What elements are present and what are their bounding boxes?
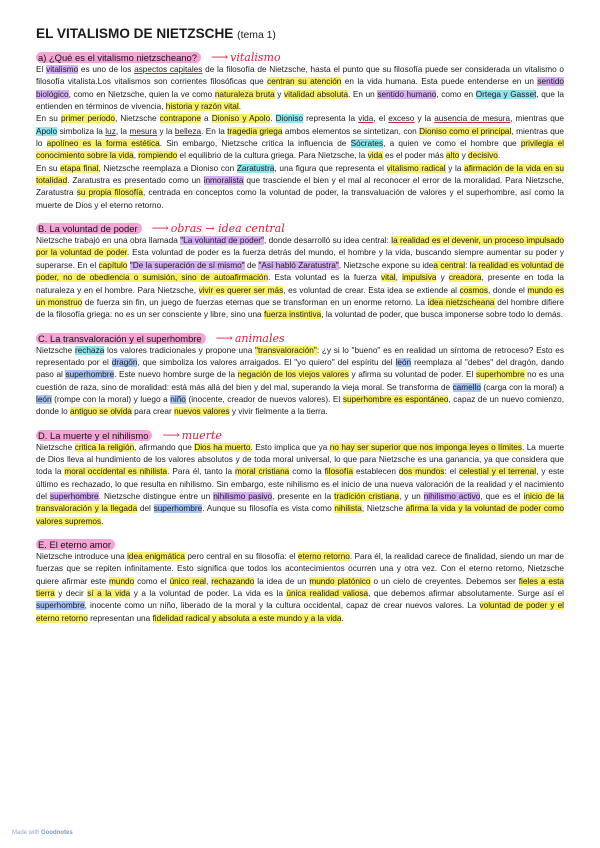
- section-transvaluation: [36, 332, 564, 419]
- handwritten-note: ⟶ animales: [215, 330, 285, 345]
- text-run: y: [274, 89, 285, 99]
- highlighted-text: mundo es un monstruo: [36, 285, 564, 307]
- section-death-nihilism: [36, 429, 564, 528]
- text-run: , y un: [399, 491, 424, 501]
- text-run: . En un: [348, 89, 378, 99]
- highlighted-text: negación de los viejos valores: [237, 370, 349, 380]
- section-body: [36, 551, 564, 625]
- text-run: es uno de los: [78, 65, 135, 74]
- text-run: como el: [134, 576, 170, 586]
- text-run: , la: [115, 126, 130, 136]
- text-run: (carga con la moral) a: [480, 382, 564, 392]
- text-run: a: [200, 114, 212, 124]
- text-run: , el: [373, 114, 389, 124]
- highlighted-text: apolíneo es la forma estética: [46, 139, 160, 149]
- section-what-is-vitalism: [36, 51, 564, 212]
- highlighted-text: sí a la vida: [87, 589, 131, 599]
- text-run: de la filosofía de Nietzsche, hasta el punto que su filosofía puede ser considerada un vitalismo o filosofía vitalista.Los vitalismos son corrientes filosóficas que: [36, 65, 564, 87]
- text-run: , donde el: [488, 285, 528, 295]
- text-run: , y este último es rechazado, lo que resulta en nihilismo. Sin embargo, este nihilismo es el inicio de una nueva valoración de la realidad y el nacimiento del: [36, 467, 564, 501]
- text-run: y afirma su voluntad de poder. El: [348, 370, 476, 380]
- text-run: la idea de un: [254, 576, 310, 586]
- highlighted-text: Dios ha muerto: [194, 442, 251, 452]
- highlighted-text: superhombre es espontáneo: [342, 394, 449, 404]
- handwritten-note: ⟶ vitalismo: [210, 50, 281, 64]
- section-body: [36, 235, 564, 321]
- text-run: y la: [414, 114, 435, 124]
- highlighted-text: moral cristiana: [234, 467, 290, 477]
- app-watermark: Made with Goodnotes: [12, 830, 73, 836]
- text-run: , afirmando que: [134, 442, 195, 452]
- text-run: Nietzsche trabajó en una obra llamada: [36, 236, 181, 246]
- text-run: (inocente, creador de nuevos valores). El: [185, 394, 343, 404]
- text-run: .: [341, 613, 344, 623]
- text-run: del: [137, 504, 154, 514]
- highlighted-text: centran su atención: [267, 77, 342, 87]
- section-heading: [36, 332, 564, 345]
- highlighted-text: moral occidental es nihilista: [64, 467, 168, 477]
- text-run: en la vida humana. Esta puede entenderse en un: [341, 77, 538, 87]
- highlighted-text: historia y razón vital: [165, 102, 239, 112]
- text-run: , que simboliza los valores arraigados. El "yo quiero" del espíritu del: [137, 357, 396, 367]
- highlighted-text: superhombre: [36, 601, 85, 611]
- goodnotes-logo: Goodnotes: [41, 830, 73, 836]
- text-run: que trasciende el bien y el mal al reconocer el error de la moralidad. Para Nietzsche, Zaratustra: [36, 176, 564, 198]
- text-run: ,: [206, 576, 212, 586]
- text-run: : ¿y si lo "bueno" es en realidad un síntoma de retroceso? Esto es representado por el: [36, 345, 565, 367]
- text-run: , como en: [436, 89, 476, 99]
- section-heading-label: D. La muerte y el nihilismo: [36, 430, 152, 441]
- highlighted-text: etapa final: [60, 163, 99, 173]
- section-body: [36, 64, 564, 212]
- highlighted-text: nihilista: [334, 504, 362, 514]
- text-run: Nietzsche introduce una: [36, 552, 128, 561]
- highlighted-text: impulsiva: [402, 273, 437, 283]
- arrow-icon: ⟶: [151, 221, 169, 236]
- paragraph: [36, 235, 564, 321]
- highlighted-text: "transvaloración": [255, 345, 317, 355]
- text-run: ,: [395, 273, 403, 283]
- highlighted-text: a central: [433, 260, 466, 270]
- highlighted-text: niño: [170, 394, 186, 404]
- paragraph: [36, 64, 564, 113]
- underlined-text: exceso: [388, 114, 415, 124]
- section-heading: [36, 538, 564, 551]
- text-run: . Esta voluntad de poder es la fuerza detrás del mundo, el hombre y la vida, buscando siempre aumentar su poder y superarse. En el: [36, 248, 565, 270]
- highlighted-text: tradición cristiana: [334, 491, 400, 501]
- highlighted-text: tragedia griega: [227, 126, 283, 136]
- underlined-text: mesura: [129, 126, 157, 136]
- text-run: pero central en su filosofía: el: [184, 552, 298, 561]
- highlighted-text: Zaratustra: [236, 163, 275, 173]
- section-heading: [36, 51, 564, 64]
- text-run: y la: [156, 126, 175, 136]
- highlighted-text: nihilismo activo: [423, 491, 481, 501]
- highlighted-text: primer periodo: [60, 114, 115, 124]
- paragraph: [36, 551, 564, 625]
- text-run: y: [436, 273, 449, 283]
- text-run: simboliza la: [57, 126, 106, 136]
- arrow-icon: ⟶: [210, 50, 229, 64]
- underlined-text: luz: [105, 126, 116, 136]
- text-run: , capaz de un nuevo comienzo, donde lo: [36, 394, 565, 417]
- text-run: . Zaratustra es presentado como un: [67, 176, 204, 186]
- highlighted-text: decisivo: [468, 151, 498, 161]
- highlighted-text: única realidad valiosa: [286, 589, 369, 599]
- highlighted-text: fieles a esta tierra: [36, 576, 564, 599]
- highlighted-text: fuerza instintiva: [263, 310, 322, 320]
- highlighted-text: Dioniso: [275, 114, 304, 124]
- text-run: . La muerte de Dios lleva al hundimiento de los valores absolutos y de toda moral universal, lo que para Nietzsche es una ganancia, ya que considera que toda la: [36, 442, 565, 477]
- text-run: , inocente como un niño, liberado de la moral y la cultura occidental, capaz de crear nuevos valores. La: [84, 601, 480, 611]
- text-run: y a la voluntad de poder. La vida es la: [130, 589, 287, 599]
- text-run: , que es el: [480, 491, 524, 501]
- highlighted-text: voluntad de poder y el eterno retorno: [36, 601, 564, 623]
- highlighted-text: inmoralista: [203, 176, 244, 186]
- highlighted-text: vitalidad absoluta: [284, 89, 349, 99]
- highlighted-text: dragón: [111, 357, 138, 367]
- highlighted-text: sentido biológico: [36, 77, 564, 99]
- highlighted-text: camello: [452, 382, 481, 392]
- highlighted-text: afirma la vida y la voluntad de poder como valores supremos: [36, 504, 564, 526]
- text-run: , mientras que lo: [36, 126, 564, 149]
- text-run: . En la: [201, 126, 228, 136]
- text-run: de fuerza sin fin, un juego de fuerzas eternas que se transforman en un enorme retorno. La: [82, 297, 428, 307]
- text-run: , una figura que representa el: [274, 163, 387, 173]
- text-run: para crear: [131, 407, 175, 417]
- section-will-to-power: [36, 222, 564, 321]
- highlighted-text: rechaza: [74, 345, 105, 355]
- highlighted-text: Apolo: [36, 126, 58, 136]
- text-run: establecen: [353, 467, 399, 477]
- text-run: . Esta voluntad es la fuerza: [268, 273, 381, 283]
- text-run: representa la: [303, 114, 359, 124]
- text-run: y vivir fielmente a la tierra.: [229, 407, 328, 417]
- paragraph: [36, 163, 564, 212]
- text-run: . Para él, la realidad carece de finalidad, siendo un mar de fuerzas que se repiten infinitamente. Esto significa que todos los acontecimientos ocurren una y otra vez. Con el eterno retorno, Nietzsche quiere afirmar este: [36, 552, 564, 586]
- text-run: . Aunque su filosofía es vista como: [202, 504, 335, 514]
- text-run: , centrada en conceptos como la voluntad de poder, la transvaluación de valores y el superhombre, así como la muerte de Dios y el eterno retorno.: [36, 188, 564, 210]
- title-suffix: (tema 1): [237, 30, 276, 41]
- highlighted-text: mundo: [108, 576, 135, 586]
- highlighted-text: Dioniso como el principal: [419, 126, 512, 136]
- text-run: , como en Nietzsche, quien la ve como: [68, 89, 215, 99]
- section-heading-label: E. El eterno amor: [36, 539, 115, 550]
- section-heading: [36, 429, 564, 442]
- highlighted-text: contrapone: [159, 114, 201, 124]
- underlined-text: belleza: [174, 126, 202, 136]
- highlighted-text: Ortega y Gasset: [475, 89, 537, 99]
- title-text: EL VITALISMO DE NIETZSCHE: [36, 26, 234, 41]
- text-run: Nietzsche: [36, 345, 75, 355]
- arrow-icon: ⟶: [162, 427, 180, 442]
- handwritten-note: ⟶ muerte: [162, 427, 222, 442]
- highlighted-text: idea nietzscheana: [427, 297, 495, 307]
- text-run: . Este nuevo hombre surge de la: [114, 370, 238, 380]
- text-run: no es una cuestión de raza, sino de moralidad: está más allá del bien y del mal, superando la vieja moral. Se transforma de: [36, 370, 564, 392]
- highlighted-text: idea enigmática: [127, 552, 185, 561]
- highlighted-text: la realidad es voluntad de poder, no de obediencia o sumisión, sino de autoafirmación: [36, 260, 564, 283]
- highlighted-text: no hay ser superior que nos imponga leyes o límites: [329, 442, 522, 452]
- text-run: : el: [444, 467, 459, 477]
- text-run: los valores tradicionales y propone una: [104, 345, 256, 355]
- text-run: El: [36, 65, 47, 74]
- section-heading-label: C. La transvaloración y el superhombre: [36, 333, 206, 344]
- text-run: como la: [289, 467, 325, 477]
- text-run: . Esto implica que ya: [250, 442, 330, 452]
- highlighted-text: vitalismo: [46, 65, 79, 74]
- paragraph: [36, 442, 564, 528]
- highlighted-text: nihilismo pasivo: [213, 491, 273, 501]
- text-run: o un cielo de creyentes. Debemos ser: [370, 576, 519, 586]
- highlighted-text: superhombre: [50, 491, 99, 501]
- highlighted-text: vida: [367, 151, 383, 161]
- text-run: , presente en toda la naturaleza y en el hombre. Para Nietzsche,: [36, 273, 564, 295]
- highlighted-text: león: [36, 394, 52, 404]
- text-run: .: [497, 151, 501, 161]
- text-run: , que debemos afirmar absolutamente. Surge así el: [368, 589, 564, 599]
- document-page: [36, 26, 564, 625]
- paragraph: [36, 345, 564, 419]
- text-run: , donde desarrolló su idea central:: [263, 236, 392, 246]
- highlighted-text: critica la religión: [74, 442, 135, 452]
- text-run: ,: [133, 151, 139, 161]
- highlighted-text: nuevos valores: [174, 407, 230, 417]
- highlighted-text: privilegia el conocimiento sobre la vida: [36, 139, 564, 161]
- text-run: .: [101, 516, 104, 526]
- text-run: , presente en la: [272, 491, 335, 501]
- text-run: .: [238, 102, 241, 112]
- highlighted-text: rechazando: [211, 576, 255, 586]
- text-run: representan una: [87, 613, 153, 623]
- highlighted-text: Dioniso y Apolo: [211, 114, 271, 124]
- highlighted-text: mundo platónico: [309, 576, 371, 586]
- highlighted-text: vitalismo radical: [386, 163, 446, 173]
- section-body: [36, 345, 564, 419]
- section-heading-label: B. La voluntad de poder: [36, 223, 142, 234]
- highlighted-text: superhombre: [65, 370, 115, 380]
- page-title: [36, 26, 564, 41]
- highlighted-text: cosmos: [459, 285, 489, 295]
- highlighted-text: su propia filosofía: [76, 188, 143, 198]
- handwritten-note: ⟶ obras → idea central: [151, 221, 285, 236]
- highlighted-text: alto: [446, 151, 460, 161]
- highlighted-text: inicio de la transvaloración y la llegada: [36, 491, 564, 514]
- text-run: En su: [36, 163, 61, 173]
- highlighted-text: eterno retorno: [297, 552, 350, 561]
- text-run: y decir: [54, 589, 88, 599]
- section-heading-label: a) ¿Qué es el vitalismo nietzscheano?: [36, 52, 201, 63]
- highlighted-text: "La voluntad de poder": [180, 236, 264, 246]
- highlighted-text: superhombre: [475, 370, 525, 380]
- text-run: es el poder más: [382, 151, 446, 161]
- highlighted-text: Sócrates: [350, 139, 384, 149]
- highlighted-text: filosofía: [324, 467, 354, 477]
- text-run: de: [244, 260, 259, 270]
- highlighted-text: fidelidad radical y absoluta a este mundo y a la vida: [152, 613, 342, 623]
- highlighted-text: león: [395, 357, 412, 367]
- text-run: , Nietzsche expone su ide: [338, 260, 434, 270]
- text-run: (rompe con la moral) y luego a: [51, 394, 171, 404]
- highlighted-text: creadora: [448, 273, 482, 283]
- section-heading: [36, 222, 564, 235]
- text-run: . Sin embargo, Nietzsche critica la influencia de: [159, 139, 351, 149]
- section-eternal-return: [36, 538, 564, 625]
- text-run: , mientras que: [510, 114, 564, 124]
- text-run: y la: [445, 163, 465, 173]
- underlined-text: ausencia de mesura: [434, 114, 511, 124]
- text-run: , a quien ve como el hombre que: [383, 139, 521, 149]
- highlighted-text: la realidad es el devenir, un proceso impulsado por la voluntad de poder: [36, 236, 565, 258]
- text-run: y: [459, 151, 469, 161]
- text-run: , Nietzsche reemplaza a Dioniso con: [98, 163, 237, 173]
- text-run: del hombre difiere de la filosofía griega: no es un ser consciente y libre, sino una: [36, 297, 564, 320]
- highlighted-text: sentido humano: [377, 89, 437, 99]
- text-run: . Para él, tanto la: [167, 467, 235, 477]
- text-run: ambos elementos se sintetizan, con: [282, 126, 420, 136]
- underlined-text: aspectos capitales: [134, 65, 203, 74]
- highlighted-text: rompiendo: [138, 151, 178, 161]
- text-run: , Nietzsche: [114, 114, 160, 124]
- text-run: . Nietzsche distingue entre un: [98, 491, 214, 501]
- highlighted-text: capítulo: [98, 260, 128, 270]
- underlined-text: vida: [358, 114, 374, 124]
- text-run: :: [465, 260, 470, 270]
- highlighted-text: afirmación de la vida en su totalidad: [36, 163, 565, 186]
- text-run: En su: [36, 114, 61, 124]
- text-run: el equilibrio de la cultura griega. Para Nietzsche, la: [177, 151, 368, 161]
- paragraph: [36, 113, 564, 162]
- text-run: , Nietzsche: [361, 504, 406, 514]
- text-run: , la voluntad de poder, que busca imponerse sobre todo lo demás.: [321, 310, 563, 320]
- highlighted-text: vivir es querer ser más: [198, 285, 284, 295]
- highlighted-text: "De la superación de sí mismo": [129, 260, 245, 270]
- text-run: reemplaza al "debes" del dragón, dando paso al: [36, 357, 564, 380]
- highlighted-text: vital: [380, 273, 396, 283]
- text-run: , es voluntad de crear. Esta idea se extiende al: [283, 285, 460, 295]
- text-run: .: [270, 114, 276, 124]
- highlighted-text: dos mundos: [398, 467, 445, 477]
- text-run: , que la entienden en términos de vivencia,: [36, 89, 565, 112]
- highlighted-text: naturaleza bruta: [214, 89, 275, 99]
- highlighted-text: "Así habló Zaratustra": [258, 260, 339, 270]
- highlighted-text: antiguo se olvida: [69, 407, 132, 417]
- highlighted-text: único real: [169, 576, 206, 586]
- arrow-icon: ⟶: [215, 330, 233, 345]
- text-run: Nietzsche: [36, 442, 75, 452]
- highlighted-text: superhombre: [153, 504, 203, 514]
- highlighted-text: celestial y el terrenal: [459, 467, 537, 477]
- section-body: [36, 442, 564, 528]
